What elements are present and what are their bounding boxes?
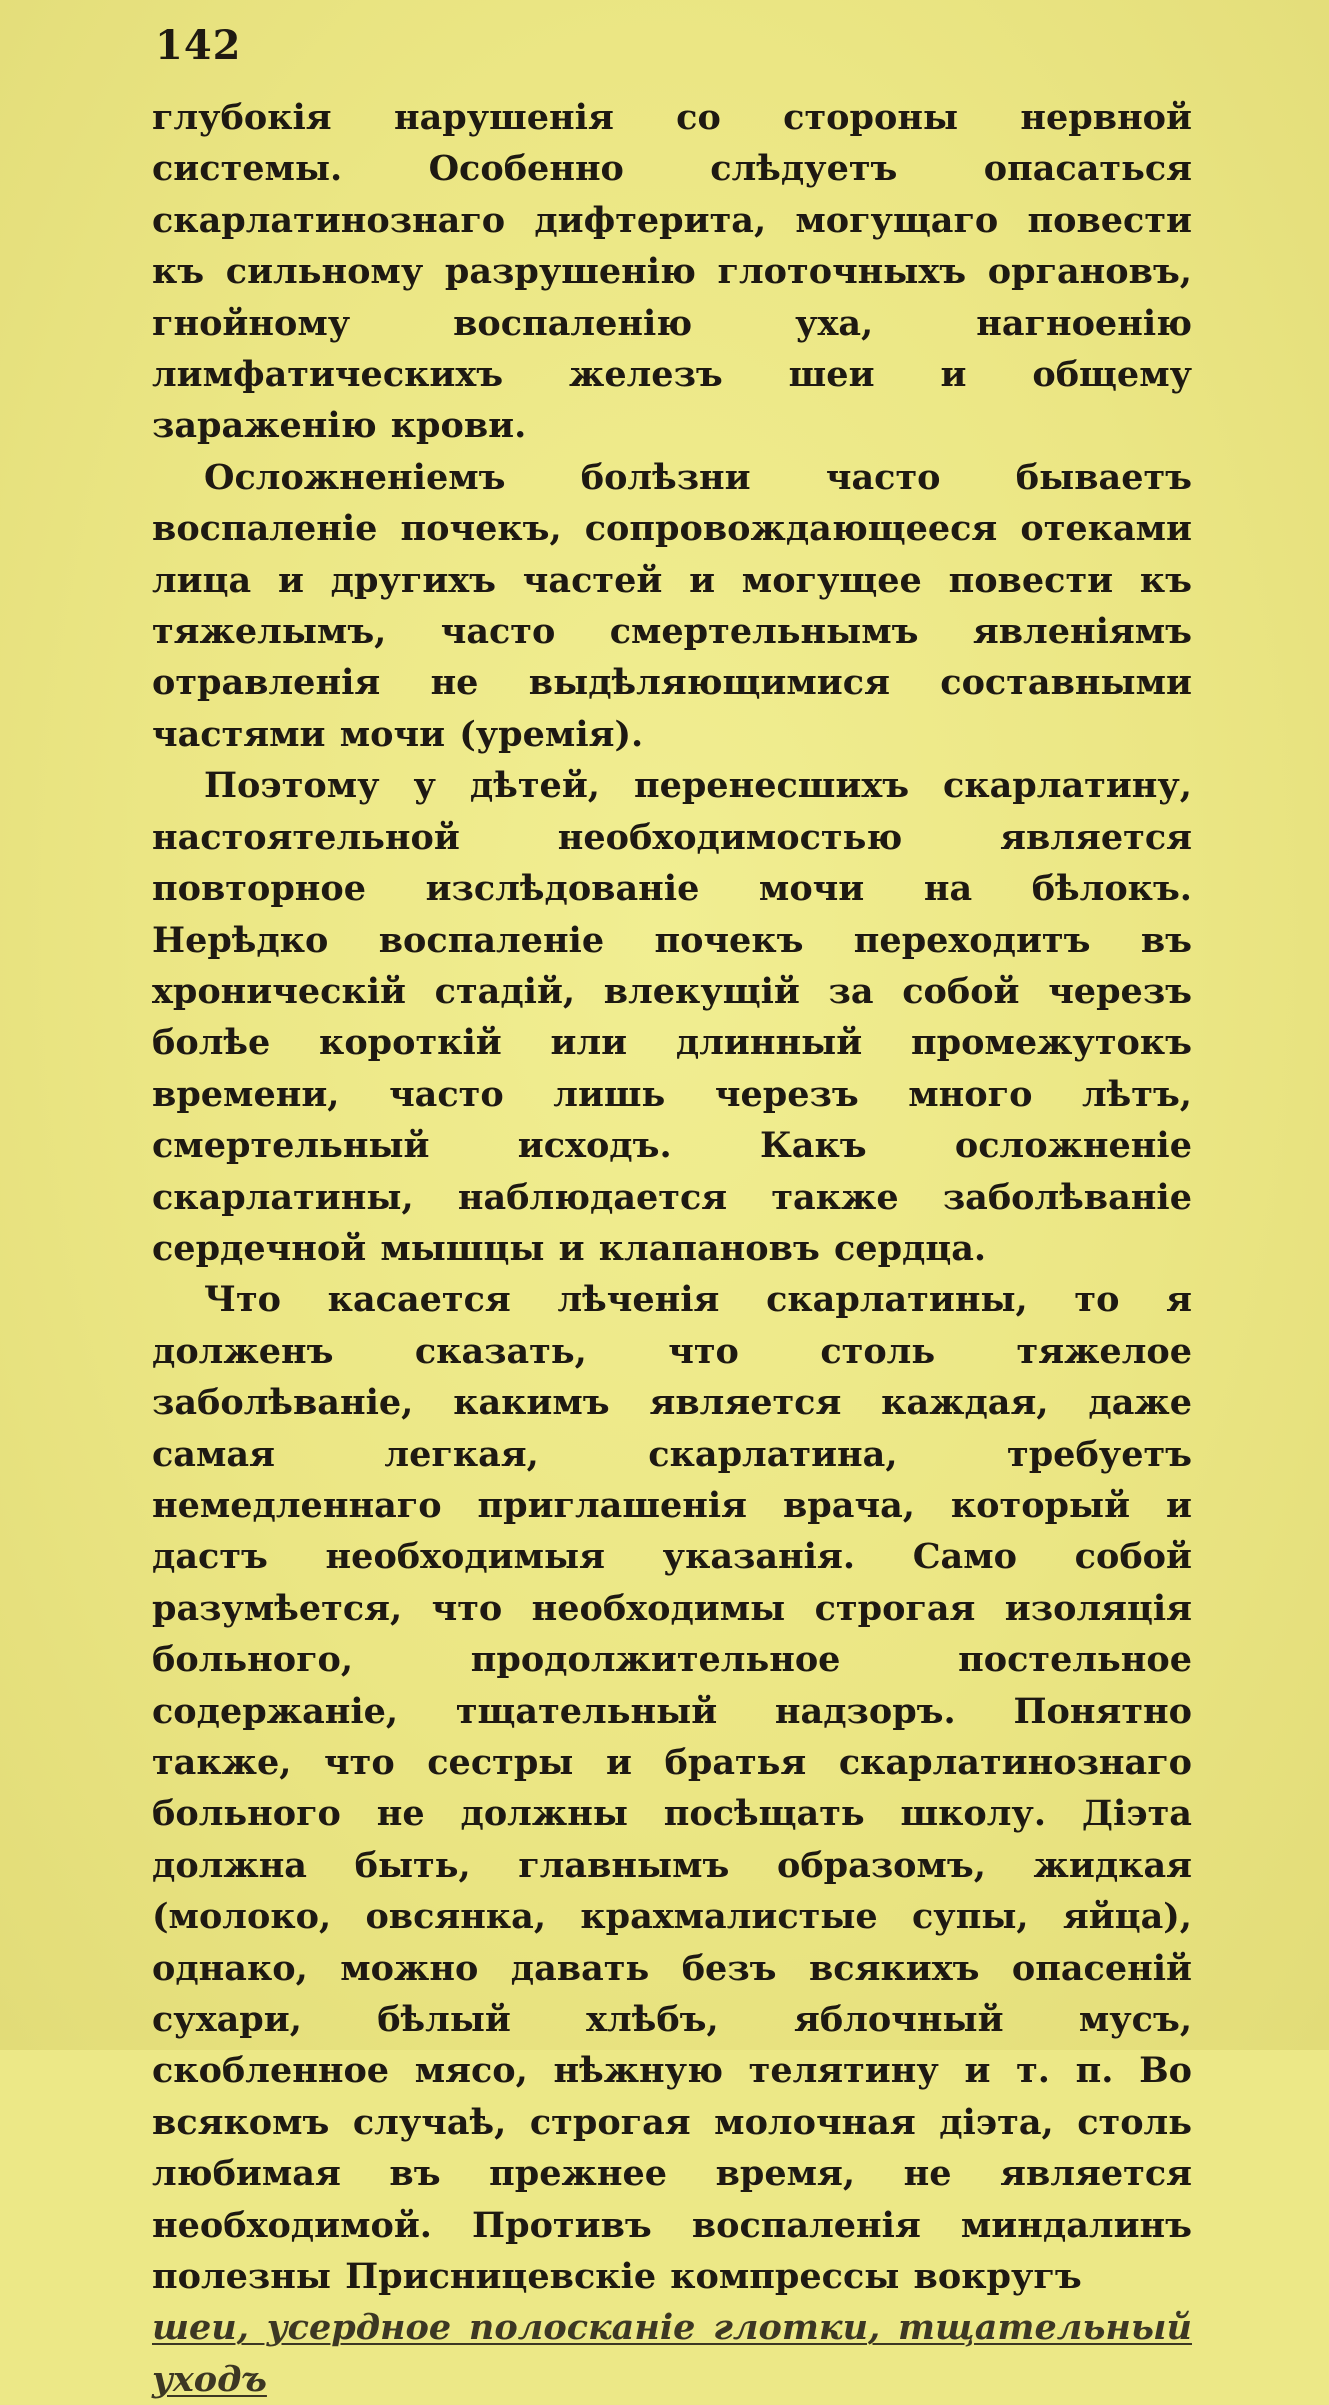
paragraph-complications: глубокія нарушенія со стороны нервной системы. Особенно слѣдуетъ опасаться скарлатинознаго дифтерита, могущаго повести къ сильному разрушенію глоточныхъ органовъ, гнойному воспаленію уха, нагноенію лимфатическихъ железъ шеи и общему зараженію крови. bbox=[152, 97, 1192, 447]
paragraph-kidney-inflammation: Осложненіемъ болѣзни часто бываетъ воспаленіе почекъ, сопровождающееся отеками лица и другихъ частей и могущее повести къ тяжелымъ, часто смертельнымъ явленіямъ отравленія не выдѣляющимися составными частями мочи (уремія). bbox=[152, 456, 1192, 755]
last-line-text: шеи, усердное полосканіе глотки, тщательный уходъ bbox=[152, 2307, 1192, 2400]
body-text bbox=[152, 92, 1192, 2405]
paragraph-urine-examination: Поэтому у дѣтей, перенесшихъ скарлатину, настоятельной необходимостью является повторное изслѣдованіе мочи на бѣлокъ. Нерѣдко воспаленіе почекъ переходитъ въ хроническій стадій, влекущій за собой черезъ болѣе короткій или длинный промежутокъ времени, часто лишь черезъ много лѣтъ, смертельный исходъ. Какъ осложненіе скарлатины, наблюдается также заболѣваніе сердечной мышцы и клапановъ сердца. bbox=[152, 765, 1192, 1269]
paragraph-treatment: Что касается лѣченія скарлатины, то я долженъ сказать, что столь тяжелое заболѣваніе, какимъ является каждая, даже самая легкая, скарлатина, требуетъ немедленнаго приглашенія врача, который и дастъ необходимыя указанія. Само собой разумѣется, что необходимы строгая изоляція больного, продолжительное постельное содержаніе, тщательный надзоръ. Понятно также, что сестры и братья скарлатинознаго больного не должны посѣщать школу. Діэта должна быть, главнымъ образомъ, жидкая (молоко, овсянка, крахмалистые супы, яйца), однако, можно давать безъ всякихъ опасеній сухари, бѣлый хлѣбъ, яблочный мусъ, скобленное мясо, нѣжную телятину и т. п. Во всякомъ случаѣ, строгая молочная діэта, столь любимая въ прежнее время, не является необходимой. Противъ воспаленія миндалинъ полезны Присницевскіе компрессы вокругъ bbox=[152, 1279, 1192, 2298]
page-number: 142 bbox=[155, 22, 242, 69]
